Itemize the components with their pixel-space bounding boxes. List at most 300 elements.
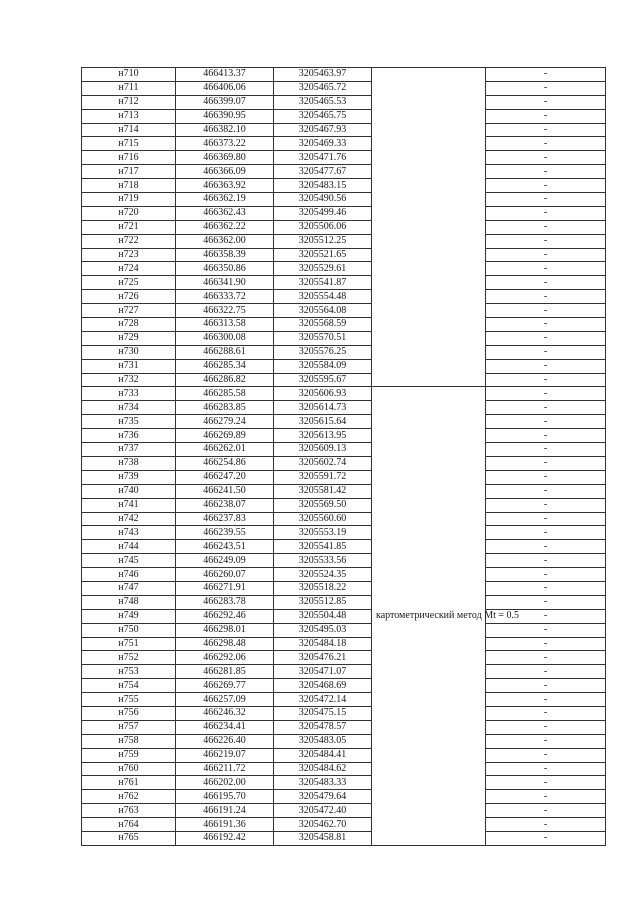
table-row bbox=[82, 429, 606, 443]
x-coordinate-cell: 466191.24 bbox=[176, 804, 274, 818]
table-row bbox=[82, 401, 606, 415]
y-coordinate-cell: 3205475.15 bbox=[274, 706, 372, 720]
table-row bbox=[82, 776, 606, 790]
y-coordinate-cell: 3205521.65 bbox=[274, 248, 372, 262]
x-coordinate-cell: 466358.39 bbox=[176, 248, 274, 262]
point-cell: н745 bbox=[82, 554, 176, 568]
x-coordinate-cell: 466300.08 bbox=[176, 331, 274, 345]
x-coordinate-cell: 466211.72 bbox=[176, 762, 274, 776]
note-dash: - bbox=[543, 221, 548, 233]
note-cell bbox=[486, 276, 606, 290]
y-coordinate-cell: 3205483.33 bbox=[274, 776, 372, 790]
table-row bbox=[82, 679, 606, 693]
note-cell bbox=[486, 331, 606, 345]
point-cell: н746 bbox=[82, 568, 176, 582]
x-coordinate-cell: 466271.91 bbox=[176, 581, 274, 595]
point-cell: н723 bbox=[82, 248, 176, 262]
y-coordinate-cell: 3205506.06 bbox=[274, 220, 372, 234]
note-cell bbox=[486, 401, 606, 415]
y-coordinate-cell: 3205568.59 bbox=[274, 318, 372, 332]
note-cell bbox=[486, 206, 606, 220]
x-coordinate-cell: 466362.00 bbox=[176, 234, 274, 248]
x-coordinate-cell: 466341.90 bbox=[176, 276, 274, 290]
point-cell: н718 bbox=[82, 179, 176, 193]
note-cell bbox=[486, 776, 606, 790]
y-coordinate-cell: 3205533.56 bbox=[274, 554, 372, 568]
y-coordinate-cell: 3205581.42 bbox=[274, 484, 372, 498]
x-coordinate-cell: 466243.51 bbox=[176, 540, 274, 554]
x-coordinate-cell: 466285.58 bbox=[176, 387, 274, 401]
note-cell bbox=[486, 359, 606, 373]
note-cell bbox=[486, 623, 606, 637]
y-coordinate-cell: 3205512.25 bbox=[274, 234, 372, 248]
table-row bbox=[82, 498, 606, 512]
method-cell bbox=[372, 68, 486, 387]
note-dash: - bbox=[543, 387, 548, 399]
point-cell: н742 bbox=[82, 512, 176, 526]
x-coordinate-cell: 466286.82 bbox=[176, 373, 274, 387]
x-coordinate-cell: 466362.43 bbox=[176, 206, 274, 220]
point-cell: н736 bbox=[82, 429, 176, 443]
note-cell bbox=[486, 512, 606, 526]
note-dash: - bbox=[543, 485, 548, 497]
point-cell: н733 bbox=[82, 387, 176, 401]
point-cell: н751 bbox=[82, 637, 176, 651]
note-dash: - bbox=[543, 124, 548, 135]
table-row bbox=[82, 637, 606, 651]
note-cell bbox=[486, 248, 606, 262]
note-cell bbox=[486, 290, 606, 304]
y-coordinate-cell: 3205529.61 bbox=[274, 262, 372, 276]
note-cell bbox=[486, 693, 606, 707]
y-coordinate-cell: 3205541.85 bbox=[274, 540, 372, 554]
point-cell: н715 bbox=[82, 137, 176, 151]
note-dash: - bbox=[543, 804, 548, 816]
note-dash: - bbox=[543, 568, 548, 580]
x-coordinate-cell: 466262.01 bbox=[176, 443, 274, 457]
note-cell bbox=[486, 540, 606, 554]
point-cell: н743 bbox=[82, 526, 176, 540]
x-coordinate-cell: 466350.86 bbox=[176, 262, 274, 276]
note-dash: - bbox=[543, 332, 548, 344]
table-row bbox=[82, 443, 606, 457]
x-coordinate-cell: 466292.06 bbox=[176, 651, 274, 665]
table-row bbox=[82, 68, 606, 82]
y-coordinate-cell: 3205524.35 bbox=[274, 568, 372, 582]
point-cell: н747 bbox=[82, 581, 176, 595]
note-dash: - bbox=[543, 818, 548, 830]
y-coordinate-cell: 3205570.51 bbox=[274, 331, 372, 345]
note-dash: - bbox=[543, 82, 548, 94]
table-row bbox=[82, 387, 606, 401]
point-cell: н726 bbox=[82, 290, 176, 304]
x-coordinate-cell: 466283.85 bbox=[176, 401, 274, 415]
note-dash: - bbox=[543, 346, 548, 358]
point-cell: н760 bbox=[82, 762, 176, 776]
table-row bbox=[82, 331, 606, 345]
note-cell bbox=[486, 373, 606, 387]
table-row bbox=[82, 95, 606, 109]
point-cell: н710 bbox=[82, 68, 176, 82]
y-coordinate-cell: 3205613.95 bbox=[274, 429, 372, 443]
table-row bbox=[82, 526, 606, 540]
note-cell bbox=[486, 151, 606, 165]
note-dash: - bbox=[543, 471, 548, 483]
coordinates-table-body bbox=[82, 68, 606, 846]
point-cell: н750 bbox=[82, 623, 176, 637]
table-row bbox=[82, 762, 606, 776]
table-row bbox=[82, 804, 606, 818]
note-cell bbox=[486, 706, 606, 720]
note-dash: - bbox=[543, 457, 548, 469]
note-dash: - bbox=[543, 276, 548, 288]
note-dash: - bbox=[543, 443, 548, 455]
y-coordinate-cell: 3205479.64 bbox=[274, 790, 372, 804]
y-coordinate-cell: 3205471.07 bbox=[274, 665, 372, 679]
y-coordinate-cell: 3205476.21 bbox=[274, 651, 372, 665]
x-coordinate-cell: 466195.70 bbox=[176, 790, 274, 804]
table-row bbox=[82, 81, 606, 95]
note-dash: - bbox=[543, 235, 548, 247]
note-dash: - bbox=[543, 832, 548, 844]
x-coordinate-cell: 466366.09 bbox=[176, 165, 274, 179]
point-cell: н753 bbox=[82, 665, 176, 679]
table-row bbox=[82, 568, 606, 582]
note-cell bbox=[486, 581, 606, 595]
y-coordinate-cell: 3205469.33 bbox=[274, 137, 372, 151]
table-row bbox=[82, 706, 606, 720]
y-coordinate-cell: 3205495.03 bbox=[274, 623, 372, 637]
x-coordinate-cell: 466292.46 bbox=[176, 609, 274, 623]
x-coordinate-cell: 466269.77 bbox=[176, 679, 274, 693]
x-coordinate-cell: 466288.61 bbox=[176, 345, 274, 359]
note-cell bbox=[486, 568, 606, 582]
x-coordinate-cell: 466254.86 bbox=[176, 456, 274, 470]
y-coordinate-cell: 3205591.72 bbox=[274, 470, 372, 484]
y-coordinate-cell: 3205564.08 bbox=[274, 304, 372, 318]
note-cell bbox=[486, 831, 606, 845]
table-row bbox=[82, 276, 606, 290]
x-coordinate-cell: 466202.00 bbox=[176, 776, 274, 790]
table-row bbox=[82, 345, 606, 359]
note-dash: - bbox=[543, 554, 548, 566]
table-row bbox=[82, 470, 606, 484]
table-row bbox=[82, 790, 606, 804]
x-coordinate-cell: 466191.36 bbox=[176, 818, 274, 832]
note-dash: - bbox=[543, 762, 548, 774]
point-cell: н762 bbox=[82, 790, 176, 804]
note-dash: - bbox=[543, 207, 548, 219]
note-dash: - bbox=[543, 262, 548, 274]
note-dash: - bbox=[543, 776, 548, 788]
note-cell bbox=[486, 456, 606, 470]
note-cell bbox=[486, 484, 606, 498]
note-dash: - bbox=[543, 374, 548, 386]
note-cell bbox=[486, 179, 606, 193]
note-cell bbox=[486, 193, 606, 207]
note-dash: - bbox=[543, 679, 548, 691]
x-coordinate-cell: 466298.48 bbox=[176, 637, 274, 651]
y-coordinate-cell: 3205504.48 bbox=[274, 609, 372, 623]
table-row bbox=[82, 415, 606, 429]
note-dash: - bbox=[543, 610, 548, 622]
y-coordinate-cell: 3205465.75 bbox=[274, 109, 372, 123]
note-cell bbox=[486, 595, 606, 609]
point-cell: н761 bbox=[82, 776, 176, 790]
x-coordinate-cell: 466406.06 bbox=[176, 81, 274, 95]
note-cell bbox=[486, 651, 606, 665]
note-dash: - bbox=[543, 429, 548, 441]
point-cell: н720 bbox=[82, 206, 176, 220]
y-coordinate-cell: 3205512.85 bbox=[274, 595, 372, 609]
table-row bbox=[82, 456, 606, 470]
point-cell: н732 bbox=[82, 373, 176, 387]
table-row bbox=[82, 220, 606, 234]
y-coordinate-cell: 3205462.70 bbox=[274, 818, 372, 832]
x-coordinate-cell: 466281.85 bbox=[176, 665, 274, 679]
point-cell: н724 bbox=[82, 262, 176, 276]
table-row bbox=[82, 179, 606, 193]
point-cell: н758 bbox=[82, 734, 176, 748]
x-coordinate-cell: 466369.80 bbox=[176, 151, 274, 165]
x-coordinate-cell: 466257.09 bbox=[176, 693, 274, 707]
note-cell bbox=[486, 665, 606, 679]
x-coordinate-cell: 466413.37 bbox=[176, 68, 274, 82]
note-dash: - bbox=[543, 707, 548, 719]
point-cell: н728 bbox=[82, 318, 176, 332]
point-cell: н755 bbox=[82, 693, 176, 707]
y-coordinate-cell: 3205465.72 bbox=[274, 81, 372, 95]
point-cell: н722 bbox=[82, 234, 176, 248]
note-dash: - bbox=[543, 68, 548, 80]
table-row bbox=[82, 290, 606, 304]
x-coordinate-cell: 466399.07 bbox=[176, 95, 274, 109]
note-cell bbox=[486, 790, 606, 804]
note-cell bbox=[486, 262, 606, 276]
point-cell: н763 bbox=[82, 804, 176, 818]
point-cell: н734 bbox=[82, 401, 176, 415]
x-coordinate-cell: 466241.50 bbox=[176, 484, 274, 498]
note-cell bbox=[486, 679, 606, 693]
table-row bbox=[82, 318, 606, 332]
coordinates-table bbox=[81, 67, 606, 846]
note-cell bbox=[486, 526, 606, 540]
table-row bbox=[82, 540, 606, 554]
point-cell: н717 bbox=[82, 165, 176, 179]
y-coordinate-cell: 3205484.62 bbox=[274, 762, 372, 776]
x-coordinate-cell: 466298.01 bbox=[176, 623, 274, 637]
point-cell: н714 bbox=[82, 123, 176, 137]
note-cell bbox=[486, 109, 606, 123]
note-cell bbox=[486, 637, 606, 651]
x-coordinate-cell: 466260.07 bbox=[176, 568, 274, 582]
y-coordinate-cell: 3205614.73 bbox=[274, 401, 372, 415]
table-row bbox=[82, 151, 606, 165]
point-cell: н713 bbox=[82, 109, 176, 123]
x-coordinate-cell: 466192.42 bbox=[176, 831, 274, 845]
y-coordinate-cell: 3205478.57 bbox=[274, 720, 372, 734]
y-coordinate-cell: 3205472.40 bbox=[274, 804, 372, 818]
table-row bbox=[82, 595, 606, 609]
y-coordinate-cell: 3205553.19 bbox=[274, 526, 372, 540]
table-row bbox=[82, 665, 606, 679]
note-cell bbox=[486, 498, 606, 512]
point-cell: н711 bbox=[82, 81, 176, 95]
table-row bbox=[82, 554, 606, 568]
x-coordinate-cell: 466279.24 bbox=[176, 415, 274, 429]
y-coordinate-cell: 3205569.50 bbox=[274, 498, 372, 512]
x-coordinate-cell: 466239.55 bbox=[176, 526, 274, 540]
note-cell bbox=[486, 318, 606, 332]
point-cell: н765 bbox=[82, 831, 176, 845]
note-dash: - bbox=[543, 290, 548, 302]
note-dash: - bbox=[543, 151, 548, 163]
method-text: картометрический метод Mt = 0.5 bbox=[376, 610, 520, 622]
y-coordinate-cell: 3205471.76 bbox=[274, 151, 372, 165]
point-cell: н756 bbox=[82, 706, 176, 720]
x-coordinate-cell: 466237.83 bbox=[176, 512, 274, 526]
x-coordinate-cell: 466373.22 bbox=[176, 137, 274, 151]
x-coordinate-cell: 466238.07 bbox=[176, 498, 274, 512]
note-cell bbox=[486, 95, 606, 109]
note-dash: - bbox=[543, 249, 548, 261]
table-row bbox=[82, 262, 606, 276]
x-coordinate-cell: 466382.10 bbox=[176, 123, 274, 137]
table-row bbox=[82, 109, 606, 123]
y-coordinate-cell: 3205560.60 bbox=[274, 512, 372, 526]
y-coordinate-cell: 3205477.67 bbox=[274, 165, 372, 179]
note-cell bbox=[486, 443, 606, 457]
point-cell: н738 bbox=[82, 456, 176, 470]
y-coordinate-cell: 3205499.46 bbox=[274, 206, 372, 220]
note-dash: - bbox=[543, 721, 548, 733]
point-cell: н719 bbox=[82, 193, 176, 207]
table-row bbox=[82, 734, 606, 748]
y-coordinate-cell: 3205615.64 bbox=[274, 415, 372, 429]
point-cell: н725 bbox=[82, 276, 176, 290]
table-row bbox=[82, 748, 606, 762]
note-cell bbox=[486, 429, 606, 443]
note-cell bbox=[486, 734, 606, 748]
x-coordinate-cell: 466234.41 bbox=[176, 720, 274, 734]
y-coordinate-cell: 3205595.67 bbox=[274, 373, 372, 387]
table-row bbox=[82, 304, 606, 318]
note-dash: - bbox=[543, 360, 548, 372]
note-dash: - bbox=[543, 624, 548, 636]
note-dash: - bbox=[543, 96, 548, 108]
table-row bbox=[82, 359, 606, 373]
x-coordinate-cell: 466333.72 bbox=[176, 290, 274, 304]
y-coordinate-cell: 3205465.53 bbox=[274, 95, 372, 109]
note-dash: - bbox=[543, 651, 548, 663]
y-coordinate-cell: 3205467.93 bbox=[274, 123, 372, 137]
point-cell: н735 bbox=[82, 415, 176, 429]
point-cell: н744 bbox=[82, 540, 176, 554]
table-row bbox=[82, 484, 606, 498]
table-row bbox=[82, 165, 606, 179]
y-coordinate-cell: 3205490.56 bbox=[274, 193, 372, 207]
point-cell: н721 bbox=[82, 220, 176, 234]
note-dash: - bbox=[543, 318, 548, 330]
y-coordinate-cell: 3205541.87 bbox=[274, 276, 372, 290]
x-coordinate-cell: 466247.20 bbox=[176, 470, 274, 484]
note-cell bbox=[486, 720, 606, 734]
y-coordinate-cell: 3205483.05 bbox=[274, 734, 372, 748]
y-coordinate-cell: 3205468.69 bbox=[274, 679, 372, 693]
note-cell bbox=[486, 470, 606, 484]
table-row bbox=[82, 373, 606, 387]
note-cell bbox=[486, 68, 606, 82]
point-cell: н749 bbox=[82, 609, 176, 623]
y-coordinate-cell: 3205609.13 bbox=[274, 443, 372, 457]
y-coordinate-cell: 3205518.22 bbox=[274, 581, 372, 595]
point-cell: н748 bbox=[82, 595, 176, 609]
note-dash: - bbox=[543, 596, 548, 608]
table-row bbox=[82, 248, 606, 262]
note-dash: - bbox=[543, 749, 548, 761]
x-coordinate-cell: 466313.58 bbox=[176, 318, 274, 332]
note-dash: - bbox=[543, 512, 548, 524]
x-coordinate-cell: 466362.19 bbox=[176, 193, 274, 207]
point-cell: н716 bbox=[82, 151, 176, 165]
x-coordinate-cell: 466269.89 bbox=[176, 429, 274, 443]
y-coordinate-cell: 3205472.14 bbox=[274, 693, 372, 707]
note-cell bbox=[486, 804, 606, 818]
x-coordinate-cell: 466249.09 bbox=[176, 554, 274, 568]
note-cell bbox=[486, 234, 606, 248]
note-dash: - bbox=[543, 526, 548, 538]
note-dash: - bbox=[543, 665, 548, 677]
point-cell: н712 bbox=[82, 95, 176, 109]
point-cell: н739 bbox=[82, 470, 176, 484]
note-cell bbox=[486, 304, 606, 318]
method-cell bbox=[372, 387, 520, 845]
x-coordinate-cell: 466363.92 bbox=[176, 179, 274, 193]
y-coordinate-cell: 3205484.41 bbox=[274, 748, 372, 762]
table-row bbox=[82, 123, 606, 137]
table-row bbox=[82, 137, 606, 151]
x-coordinate-cell: 466362.22 bbox=[176, 220, 274, 234]
table-row bbox=[82, 818, 606, 832]
point-cell: н764 bbox=[82, 818, 176, 832]
note-cell bbox=[486, 554, 606, 568]
note-cell bbox=[486, 165, 606, 179]
table-row bbox=[82, 206, 606, 220]
note-dash: - bbox=[543, 790, 548, 802]
table-row bbox=[82, 234, 606, 248]
x-coordinate-cell: 466246.32 bbox=[176, 706, 274, 720]
x-coordinate-cell: 466283.78 bbox=[176, 595, 274, 609]
note-cell bbox=[486, 415, 606, 429]
note-dash: - bbox=[543, 735, 548, 747]
table-row bbox=[82, 623, 606, 637]
note-cell bbox=[486, 81, 606, 95]
note-dash: - bbox=[543, 637, 548, 649]
y-coordinate-cell: 3205584.09 bbox=[274, 359, 372, 373]
table-row bbox=[82, 651, 606, 665]
point-cell: н740 bbox=[82, 484, 176, 498]
y-coordinate-cell: 3205602.74 bbox=[274, 456, 372, 470]
table-row bbox=[82, 693, 606, 707]
y-coordinate-cell: 3205463.97 bbox=[274, 68, 372, 82]
table-row bbox=[82, 193, 606, 207]
x-coordinate-cell: 466226.40 bbox=[176, 734, 274, 748]
note-cell bbox=[486, 220, 606, 234]
point-cell: н730 bbox=[82, 345, 176, 359]
note-dash: - bbox=[543, 499, 548, 511]
note-dash: - bbox=[543, 304, 548, 316]
note-cell bbox=[486, 387, 606, 401]
